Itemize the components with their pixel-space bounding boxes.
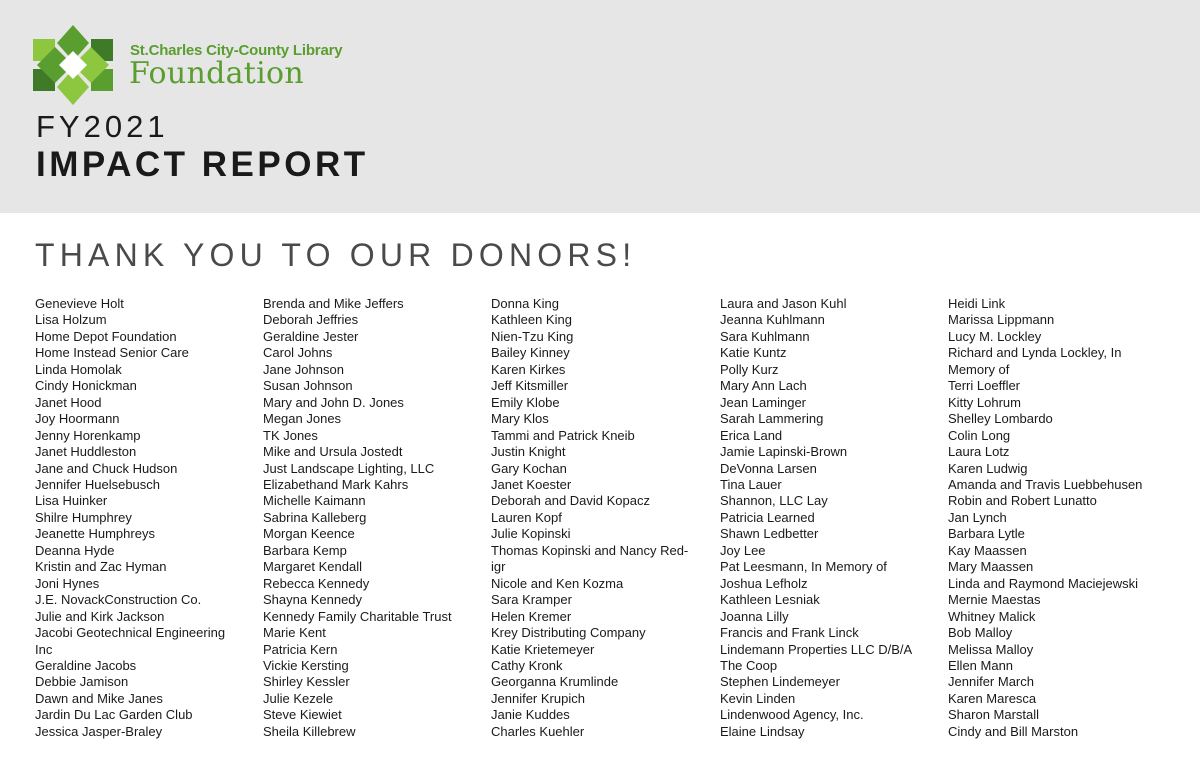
donor-name: Jean Laminger — [720, 394, 806, 410]
donor-name: Thomas Kopinski and Nancy Red- — [491, 542, 689, 558]
donor-name: Julie and Kirk Jackson — [35, 608, 165, 624]
donor-name: Erica Land — [720, 427, 783, 443]
donor-name: Shawn Ledbetter — [720, 526, 819, 542]
donor-name: Janet Huddleston — [35, 444, 137, 460]
donor-name: Lindemann Properties LLC D/B/A — [720, 641, 913, 657]
donor-name: Joni Hynes — [35, 575, 100, 591]
donor-name: Terri Loeffler — [948, 378, 1021, 394]
donor-name: Lisa Holzum — [35, 312, 107, 328]
donor-name: Janet Hood — [35, 394, 102, 410]
donor-name: Tammi and Patrick Kneib — [491, 427, 635, 443]
donor-name: Cindy Honickman — [35, 378, 137, 394]
donor-name: Jamie Lapinski-Brown — [720, 444, 848, 460]
donor-name: Bob Malloy — [948, 625, 1013, 641]
donor-name: Susan Johnson — [263, 378, 353, 394]
donor-name: Joanna Lilly — [720, 608, 789, 624]
donor-name: Karen Ludwig — [948, 460, 1028, 476]
donor-name: Morgan Keence — [263, 526, 355, 542]
donor-name: Sara Kramper — [491, 592, 572, 608]
donor-name: Laura Lotz — [948, 444, 1010, 460]
donor-name: Shilre Humphrey — [35, 509, 132, 525]
donor-name: Karen Kirkes — [491, 361, 566, 377]
donor-name: Justin Knight — [491, 444, 566, 460]
donor-name: Janie Kuddes — [491, 707, 570, 723]
donor-name: Ellen Mann — [948, 657, 1014, 673]
donor-name: Mike and Ursula Jostedt — [263, 444, 403, 460]
donor-name: Nicole and Ken Kozma — [491, 575, 624, 591]
donor-name: Donna King — [491, 296, 559, 311]
donor-name: Joshua Lefholz — [720, 575, 808, 591]
donor-name: Geraldine Jester — [263, 328, 359, 344]
donor-name: Mernie Maestas — [948, 592, 1041, 608]
donor-name: Vickie Kersting — [263, 657, 349, 673]
donor-name: Marissa Lippmann — [948, 312, 1055, 328]
donor-name: DeVonna Larsen — [720, 460, 817, 476]
donor-name: Geraldine Jacobs — [35, 657, 137, 673]
donor-name: Shirley Kessler — [263, 674, 350, 690]
donor-name: Pat Leesmann, In Memory of — [720, 559, 887, 575]
donor-column-3 — [491, 296, 688, 740]
donor-name: Inc — [35, 641, 53, 657]
donor-name: Jane Johnson — [263, 361, 344, 377]
donor-name: Kathleen Lesniak — [720, 592, 820, 608]
donor-name: Janet Koester — [491, 476, 572, 492]
donor-name: Kay Maassen — [948, 542, 1027, 558]
org-name-small: St.Charles City-County Library — [130, 42, 343, 59]
donor-name: Katie Krietemeyer — [491, 641, 595, 657]
donor-name: TK Jones — [263, 427, 318, 443]
donor-name: igr — [491, 559, 506, 575]
donor-name: Dawn and Mike Janes — [35, 690, 163, 706]
donor-name: Carol Johns — [263, 345, 333, 361]
donor-name: Marie Kent — [263, 625, 326, 641]
donor-name: Elizabethand Mark Kahrs — [263, 476, 409, 492]
section-title: THANK YOU TO OUR DONORS! — [35, 237, 637, 273]
donor-name: Heidi Link — [948, 296, 1006, 311]
donor-name: Brenda and Mike Jeffers — [263, 296, 404, 311]
donor-name: Genevieve Holt — [35, 296, 124, 311]
donor-name: Joy Lee — [720, 542, 766, 558]
donor-name: Cathy Kronk — [491, 657, 563, 673]
donor-name: Jeff Kitsmiller — [491, 378, 569, 394]
donor-name: Kevin Linden — [720, 690, 796, 706]
donor-name: Memory of — [948, 361, 1010, 377]
donor-name: Sharon Marstall — [948, 707, 1040, 723]
donor-name: Kristin and Zac Hyman — [35, 559, 167, 575]
donor-name: Nien-Tzu King — [491, 328, 574, 344]
donor-name: Julie Kezele — [263, 690, 334, 706]
donor-name: Sara Kuhlmann — [720, 328, 810, 344]
donor-name: Patricia Learned — [720, 509, 815, 525]
donor-name: Kennedy Family Charitable Trust — [263, 608, 452, 624]
donor-column-4 — [720, 296, 912, 740]
donor-name: Rebecca Kennedy — [263, 575, 370, 591]
donor-name: Amanda and Travis Luebbehusen — [948, 476, 1143, 492]
donor-name: Colin Long — [948, 427, 1011, 443]
donor-name: Kitty Lohrum — [948, 394, 1021, 410]
donor-name: Deborah and David Kopacz — [491, 493, 650, 509]
donor-name: Mary and John D. Jones — [263, 394, 404, 410]
donor-name: Jeanna Kuhlmann — [720, 312, 825, 328]
donor-name: Jacobi Geotechnical Engineering — [35, 625, 226, 641]
donor-name: Polly Kurz — [720, 361, 779, 377]
donor-name: Kathleen King — [491, 312, 572, 328]
donor-name: Karen Maresca — [948, 690, 1037, 706]
donor-name: Tina Lauer — [720, 476, 782, 492]
donor-name: Deborah Jeffries — [263, 312, 359, 328]
donor-name: Lisa Huinker — [35, 493, 108, 509]
donor-column-1 — [35, 296, 225, 740]
donor-name: Barbara Kemp — [263, 542, 347, 558]
donor-name: Patricia Kern — [263, 641, 338, 657]
donor-name: Joy Hoormann — [35, 411, 120, 427]
donor-name: Steve Kiewiet — [263, 707, 342, 723]
fiscal-year: FY2021 — [36, 109, 169, 144]
org-name-foundation: Foundation — [129, 56, 305, 91]
donor-name: Melissa Malloy — [948, 641, 1034, 657]
donor-name: Lauren Kopf — [491, 509, 562, 525]
donor-name: Shayna Kennedy — [263, 592, 363, 608]
donor-name: Gary Kochan — [491, 460, 567, 476]
donor-name: Sheila Killebrew — [263, 723, 356, 739]
donor-name: Jane and Chuck Hudson — [35, 460, 178, 476]
donor-name: Stephen Lindemeyer — [720, 674, 840, 690]
library-star-logo-icon — [33, 25, 113, 105]
donor-name: Charles Kuehler — [491, 723, 585, 739]
donor-name: Mary Maassen — [948, 559, 1034, 575]
donor-name: Jessica Jasper-Braley — [35, 723, 163, 739]
donor-name: Linda and Raymond Maciejewski — [948, 575, 1139, 591]
donor-name: Bailey Kinney — [491, 345, 570, 361]
donor-name: Laura and Jason Kuhl — [720, 296, 847, 311]
header-band — [0, 0, 1200, 213]
donor-column-2 — [263, 296, 452, 740]
donor-name: Lindenwood Agency, Inc. — [720, 707, 864, 723]
donor-name: Jan Lynch — [948, 509, 1007, 525]
donor-name: Sarah Lammering — [720, 411, 824, 427]
donor-name: Jennifer March — [948, 674, 1034, 690]
report-title: IMPACT REPORT — [36, 145, 369, 184]
donor-name: Deanna Hyde — [35, 542, 115, 558]
donor-name: Jeanette Humphreys — [35, 526, 155, 542]
donor-name: Jardin Du Lac Garden Club — [35, 707, 193, 723]
donor-name: Shannon, LLC Lay — [720, 493, 828, 509]
donor-name: Shelley Lombardo — [948, 411, 1053, 427]
donor-name: Linda Homolak — [35, 361, 122, 377]
donor-name: Katie Kuntz — [720, 345, 787, 361]
donor-name: Julie Kopinski — [491, 526, 571, 542]
donor-name: Jennifer Krupich — [491, 690, 585, 706]
donor-name: Francis and Frank Linck — [720, 625, 859, 641]
donor-name: Helen Kremer — [491, 608, 572, 624]
donor-name: Mary Klos — [491, 411, 549, 427]
donor-name: Margaret Kendall — [263, 559, 362, 575]
donor-name: J.E. NovackConstruction Co. — [35, 592, 202, 608]
donor-name: The Coop — [720, 657, 778, 673]
donor-column-5 — [948, 296, 1142, 740]
donor-name: Whitney Malick — [948, 608, 1036, 624]
donor-name: Debbie Jamison — [35, 674, 129, 690]
donor-name: Mary Ann Lach — [720, 378, 807, 394]
donor-name: Elaine Lindsay — [720, 723, 805, 739]
donor-name: Barbara Lytle — [948, 526, 1025, 542]
donor-name: Megan Jones — [263, 411, 342, 427]
donor-name: Michelle Kaimann — [263, 493, 366, 509]
donor-name: Lucy M. Lockley — [948, 328, 1042, 344]
donor-name: Home Depot Foundation — [35, 328, 177, 344]
donor-name: Krey Distributing Company — [491, 625, 646, 641]
donor-name: Sabrina Kalleberg — [263, 509, 367, 525]
donor-name: Emily Klobe — [491, 394, 560, 410]
donor-name: Richard and Lynda Lockley, In — [948, 345, 1122, 361]
donor-name: Home Instead Senior Care — [35, 345, 189, 361]
donor-name: Just Landscape Lighting, LLC — [263, 460, 435, 476]
donor-name: Jennifer Huelsebusch — [35, 476, 161, 492]
donor-name: Robin and Robert Lunatto — [948, 493, 1097, 509]
donor-name: Jenny Horenkamp — [35, 427, 141, 443]
donor-name: Georganna Krumlinde — [491, 674, 619, 690]
donor-name: Cindy and Bill Marston — [948, 723, 1079, 739]
